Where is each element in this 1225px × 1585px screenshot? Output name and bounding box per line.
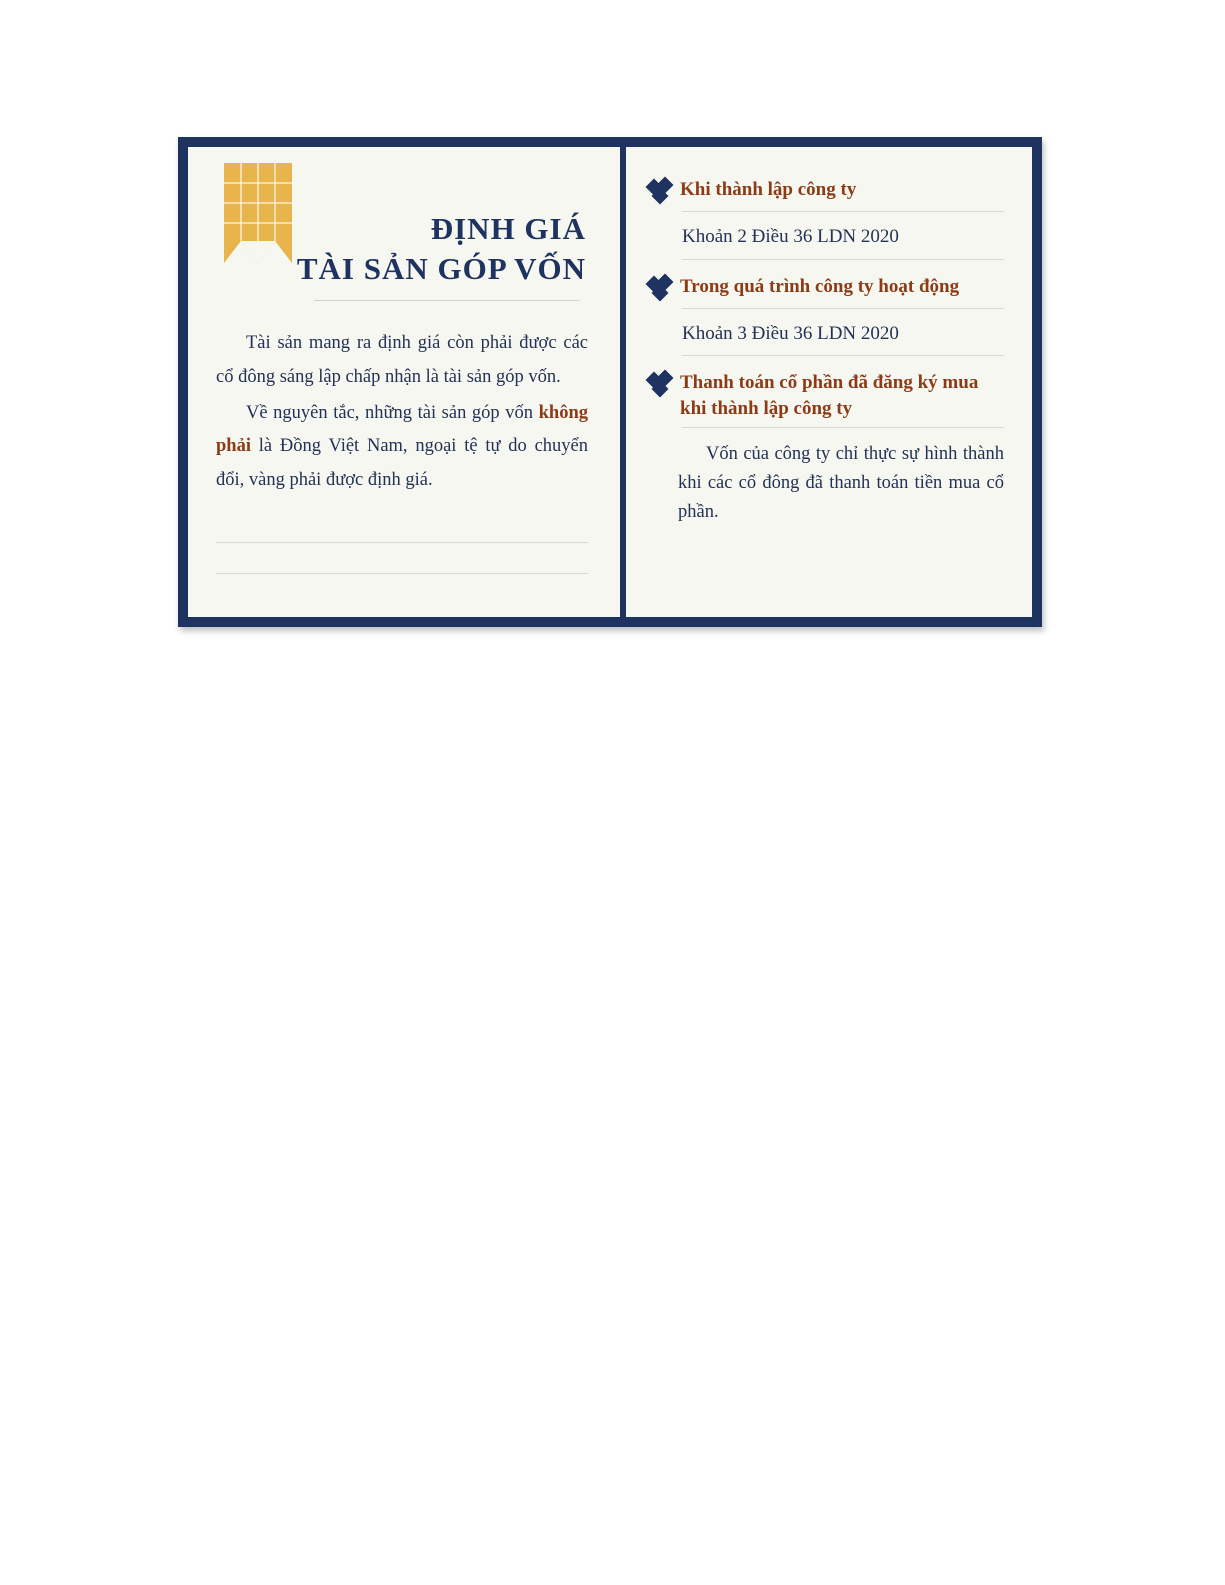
list-item: [648, 370, 1004, 526]
paragraph-1-text: Tài sản mang ra định giá còn phải được các cổ đông sáng lập chấp nhận là tài sản góp vốn.: [216, 333, 588, 387]
paragraph-1: [216, 327, 588, 394]
slide-inner: [188, 147, 1032, 617]
item-subtext: Khoản 2 Điều 36 LDN 2020: [682, 226, 899, 247]
left-ruled-lines: [216, 512, 588, 574]
item-subtext: Khoản 3 Điều 36 LDN 2020: [682, 322, 899, 344]
paragraph-2-emphasis: không phải: [216, 402, 588, 457]
list-item: [648, 274, 1004, 357]
slide-frame: [178, 137, 1042, 627]
item-divider: [682, 308, 1004, 309]
paragraph-2-part-2: là Đồng Việt Nam, ngoại tệ tự do chuyển đổi, vàng phải được định giá.: [216, 436, 588, 490]
left-panel: [188, 147, 620, 617]
item-title: Thanh toán cổ phần đã đăng ký mua khi thành lập công ty: [680, 372, 979, 419]
item-divider: [682, 211, 1004, 212]
paragraph-2: [216, 397, 588, 498]
page-title: [282, 165, 596, 301]
title-line-1: ĐỊNH GIÁ: [430, 211, 586, 246]
paragraph-2-part-1: Về nguyên tắc, những tài sản góp vốn: [246, 402, 539, 423]
title-line-2: TÀI SẢN GÓP VỐN: [296, 250, 586, 286]
item-subdivider: [682, 355, 1004, 356]
item-divider: [682, 427, 1004, 428]
diamond-cluster-icon: [648, 372, 674, 398]
title-divider: [314, 300, 580, 301]
item-body-text: Vốn của công ty chỉ thực sự hình thành khi các cổ đông đã thanh toán tiền mua cổ phần.: [678, 444, 1004, 522]
right-panel: [626, 147, 1032, 617]
item-title: Trong quá trình công ty hoạt động: [680, 275, 960, 297]
rule-line: [216, 512, 588, 543]
diamond-cluster-icon: [648, 179, 674, 205]
bookmark-ribbon-icon: [224, 163, 292, 263]
item-title: Khi thành lập công ty: [680, 179, 857, 200]
left-body-text: [212, 327, 596, 573]
rule-line: [216, 543, 588, 574]
list-item: [648, 177, 1004, 260]
item-subdivider: [682, 259, 1004, 260]
diamond-cluster-icon: [648, 276, 674, 302]
